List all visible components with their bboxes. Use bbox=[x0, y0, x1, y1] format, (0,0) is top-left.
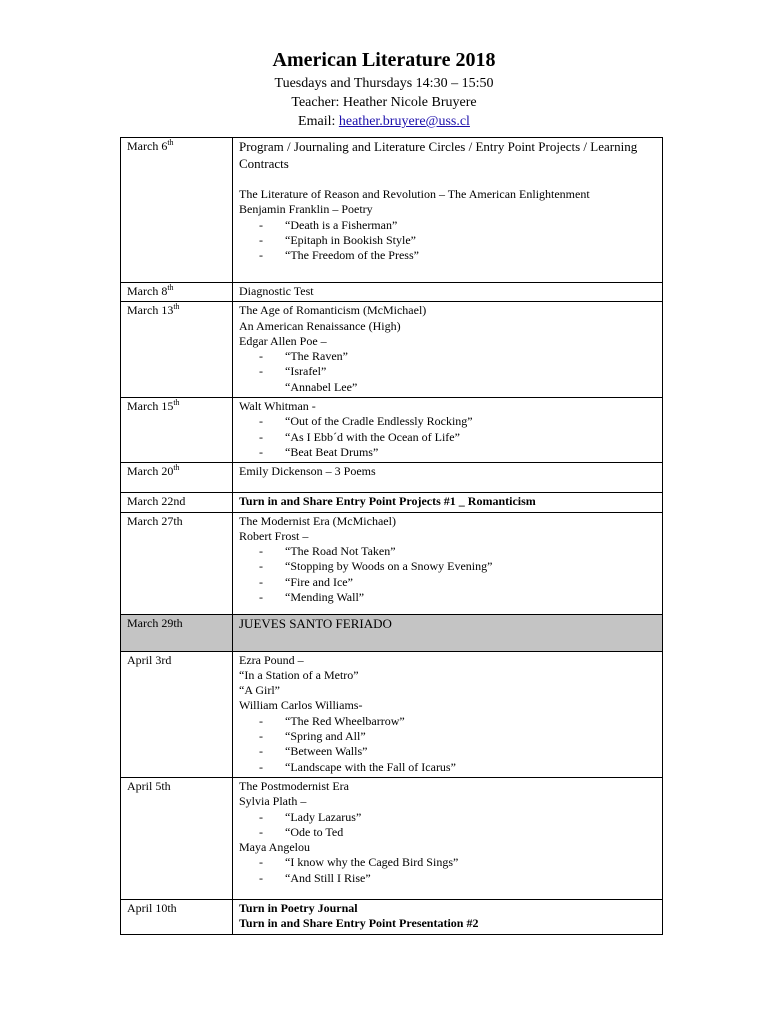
class-schedule-line: Tuesdays and Thursdays 14:30 – 15:50 bbox=[274, 76, 494, 91]
list-item bbox=[239, 380, 657, 395]
date-text: March 8 bbox=[127, 284, 168, 298]
dash-bullet-icon: - bbox=[259, 217, 263, 232]
list-item bbox=[239, 559, 657, 574]
date-text: March 13 bbox=[127, 303, 174, 318]
dash-bullet-icon: - bbox=[259, 232, 263, 247]
list-item-text: “Spring and All” bbox=[285, 729, 366, 744]
list-item-text: “Fire and Ice” bbox=[285, 574, 353, 589]
list-item bbox=[239, 744, 657, 759]
dash-bullet-icon: - bbox=[259, 559, 263, 574]
blank-line bbox=[239, 172, 657, 187]
list-item-text: “Out of the Cradle Endlessly Rocking” bbox=[285, 414, 473, 429]
dash-bullet-icon: - bbox=[259, 364, 263, 379]
content-line: Turn in and Share Entry Point Presentation #2 bbox=[239, 916, 479, 931]
dash-bullet-icon: - bbox=[259, 744, 263, 759]
content-line: Program / Journaling and Literature Circles / Entry Point Projects / Learning Contracts bbox=[239, 139, 638, 171]
list-item-text: “The Road Not Taken” bbox=[285, 544, 396, 559]
list-item bbox=[239, 810, 657, 825]
content-line: Maya Angelou bbox=[239, 840, 310, 855]
schedule-row bbox=[121, 302, 663, 398]
content-cell bbox=[233, 302, 663, 398]
schedule-row bbox=[121, 777, 663, 899]
dash-bullet-icon: - bbox=[259, 544, 263, 559]
list-item bbox=[239, 825, 657, 840]
list-item-text: “Landscape with the Fall of Icarus” bbox=[285, 759, 456, 774]
email-label: Email: bbox=[298, 114, 339, 129]
list-item bbox=[239, 714, 657, 729]
date-cell bbox=[121, 651, 233, 777]
dash-bullet-icon: - bbox=[259, 729, 263, 744]
dash-bullet-icon: - bbox=[259, 824, 263, 839]
date-suffix: th bbox=[167, 283, 174, 292]
content-line: Sylvia Plath – bbox=[239, 794, 307, 809]
dash-bullet-icon: - bbox=[259, 759, 263, 774]
list-item bbox=[239, 590, 657, 605]
list-item bbox=[239, 430, 657, 445]
content-line: An American Renaissance (High) bbox=[239, 318, 401, 333]
list-item-text: “Between Walls” bbox=[285, 744, 368, 759]
date-cell bbox=[121, 493, 233, 512]
content-line: The Modernist Era (McMichael) bbox=[239, 513, 396, 528]
date-cell bbox=[121, 512, 233, 614]
schedule-row bbox=[121, 493, 663, 512]
date-suffix: th bbox=[167, 138, 174, 147]
date-text: March 22nd bbox=[127, 494, 186, 509]
content-line: The Age of Romanticism (McMichael) bbox=[239, 303, 427, 318]
dash-bullet-icon: - bbox=[259, 870, 263, 885]
list-item bbox=[239, 445, 657, 460]
content-line: Turn in and Share Entry Point Projects #1 _ Romanticism bbox=[239, 494, 536, 509]
list-item bbox=[239, 349, 657, 364]
list-item-text: “Annabel Lee” bbox=[285, 379, 358, 394]
document-header bbox=[0, 46, 768, 131]
content-line: Ezra Pound – bbox=[239, 652, 304, 667]
date-text: March 6 bbox=[127, 139, 168, 153]
content-line: Robert Frost – bbox=[239, 528, 309, 543]
list-item bbox=[239, 575, 657, 590]
dash-bullet-icon: - bbox=[259, 444, 263, 459]
list-item bbox=[239, 855, 657, 870]
content-cell bbox=[233, 614, 663, 651]
content-cell bbox=[233, 138, 663, 283]
content-cell bbox=[233, 512, 663, 614]
content-cell bbox=[233, 463, 663, 493]
dash-bullet-icon: - bbox=[259, 574, 263, 589]
dash-bullet-icon: - bbox=[259, 349, 263, 364]
date-text: April 5th bbox=[127, 778, 171, 793]
date-cell bbox=[121, 899, 233, 934]
list-item bbox=[239, 364, 657, 379]
list-item-text: “Ode to Ted bbox=[285, 824, 344, 839]
content-line: JUEVES SANTO FERIADO bbox=[239, 615, 392, 631]
content-line: The Literature of Reason and Revolution – The American Enlightenment bbox=[239, 187, 590, 201]
list-item bbox=[239, 729, 657, 744]
content-cell bbox=[233, 777, 663, 899]
content-cell bbox=[233, 493, 663, 512]
date-text: March 15 bbox=[127, 399, 174, 414]
content-line: Benjamin Franklin – Poetry bbox=[239, 202, 373, 217]
date-cell bbox=[121, 463, 233, 493]
dash-bullet-icon: - bbox=[259, 590, 263, 605]
date-cell bbox=[121, 302, 233, 398]
list-item-text: “Epitaph in Bookish Style” bbox=[285, 232, 416, 247]
course-title: American Literature 2018 bbox=[272, 49, 496, 71]
content-line: Emily Dickenson – 3 Poems bbox=[239, 464, 376, 479]
list-item-text: “Beat Beat Drums” bbox=[285, 444, 379, 459]
dash-bullet-icon: - bbox=[259, 414, 263, 429]
schedule-row bbox=[121, 899, 663, 934]
list-item-text: “The Red Wheelbarrow” bbox=[285, 713, 405, 728]
teacher-line: Teacher: Heather Nicole Bruyere bbox=[291, 95, 477, 110]
date-cell bbox=[121, 398, 233, 463]
date-cell bbox=[121, 614, 233, 651]
date-cell bbox=[121, 138, 233, 283]
date-text: March 29th bbox=[127, 615, 183, 630]
content-cell bbox=[233, 651, 663, 777]
schedule-row bbox=[121, 512, 663, 614]
schedule-table-body bbox=[121, 138, 663, 935]
list-item-text: “And Still I Rise” bbox=[285, 870, 371, 885]
schedule-row bbox=[121, 651, 663, 777]
content-line: Edgar Allen Poe – bbox=[239, 333, 327, 348]
schedule-row bbox=[121, 398, 663, 463]
content-line: “In a Station of a Metro” bbox=[239, 667, 359, 682]
content-cell bbox=[233, 283, 663, 302]
list-item-text: “Lady Lazarus” bbox=[285, 809, 362, 824]
dash-bullet-icon: - bbox=[259, 248, 263, 263]
schedule-row bbox=[121, 283, 663, 302]
list-item-text: “The Raven” bbox=[285, 349, 348, 364]
content-line: Turn in Poetry Journal bbox=[239, 900, 358, 915]
schedule-table bbox=[120, 137, 663, 935]
list-item-text: “The Freedom of the Press” bbox=[285, 248, 419, 263]
content-cell bbox=[233, 398, 663, 463]
date-suffix: th bbox=[173, 463, 180, 473]
content-line: “A Girl” bbox=[239, 683, 280, 698]
list-item-text: “Mending Wall” bbox=[285, 590, 365, 605]
content-line: William Carlos Williams- bbox=[239, 698, 363, 713]
content-line: The Postmodernist Era bbox=[239, 778, 349, 793]
dash-bullet-icon: - bbox=[259, 855, 263, 870]
date-text: April 10th bbox=[127, 900, 177, 915]
list-item-text: “Israfel” bbox=[285, 364, 327, 379]
list-item-text: “Death is a Fisherman” bbox=[285, 217, 398, 232]
list-item-text: “As I Ebb´d with the Ocean of Life” bbox=[285, 429, 460, 444]
date-cell bbox=[121, 283, 233, 302]
date-text: March 20 bbox=[127, 464, 174, 479]
content-line: Walt Whitman - bbox=[239, 399, 316, 414]
list-item bbox=[239, 248, 657, 263]
list-item-text: “I know why the Caged Bird Sings” bbox=[285, 855, 459, 870]
list-item bbox=[239, 544, 657, 559]
date-text: March 27th bbox=[127, 513, 183, 528]
content-line: Diagnostic Test bbox=[239, 284, 314, 298]
email-link[interactable]: heather.bruyere@uss.cl bbox=[338, 114, 470, 129]
list-item bbox=[239, 760, 657, 775]
date-suffix: th bbox=[173, 398, 180, 408]
date-text: April 3rd bbox=[127, 652, 172, 667]
schedule-row bbox=[121, 138, 663, 283]
content-cell bbox=[233, 899, 663, 934]
date-cell bbox=[121, 777, 233, 899]
list-item bbox=[239, 871, 657, 886]
schedule-row bbox=[121, 463, 663, 493]
dash-bullet-icon: - bbox=[259, 713, 263, 728]
schedule-row bbox=[121, 614, 663, 651]
dash-bullet-icon: - bbox=[259, 429, 263, 444]
email-line bbox=[0, 112, 768, 131]
list-item-text: “Stopping by Woods on a Snowy Evening” bbox=[285, 559, 493, 574]
date-suffix: th bbox=[173, 302, 180, 312]
list-item bbox=[239, 414, 657, 429]
dash-bullet-icon: - bbox=[259, 809, 263, 824]
list-item bbox=[239, 233, 657, 248]
list-item bbox=[239, 218, 657, 233]
